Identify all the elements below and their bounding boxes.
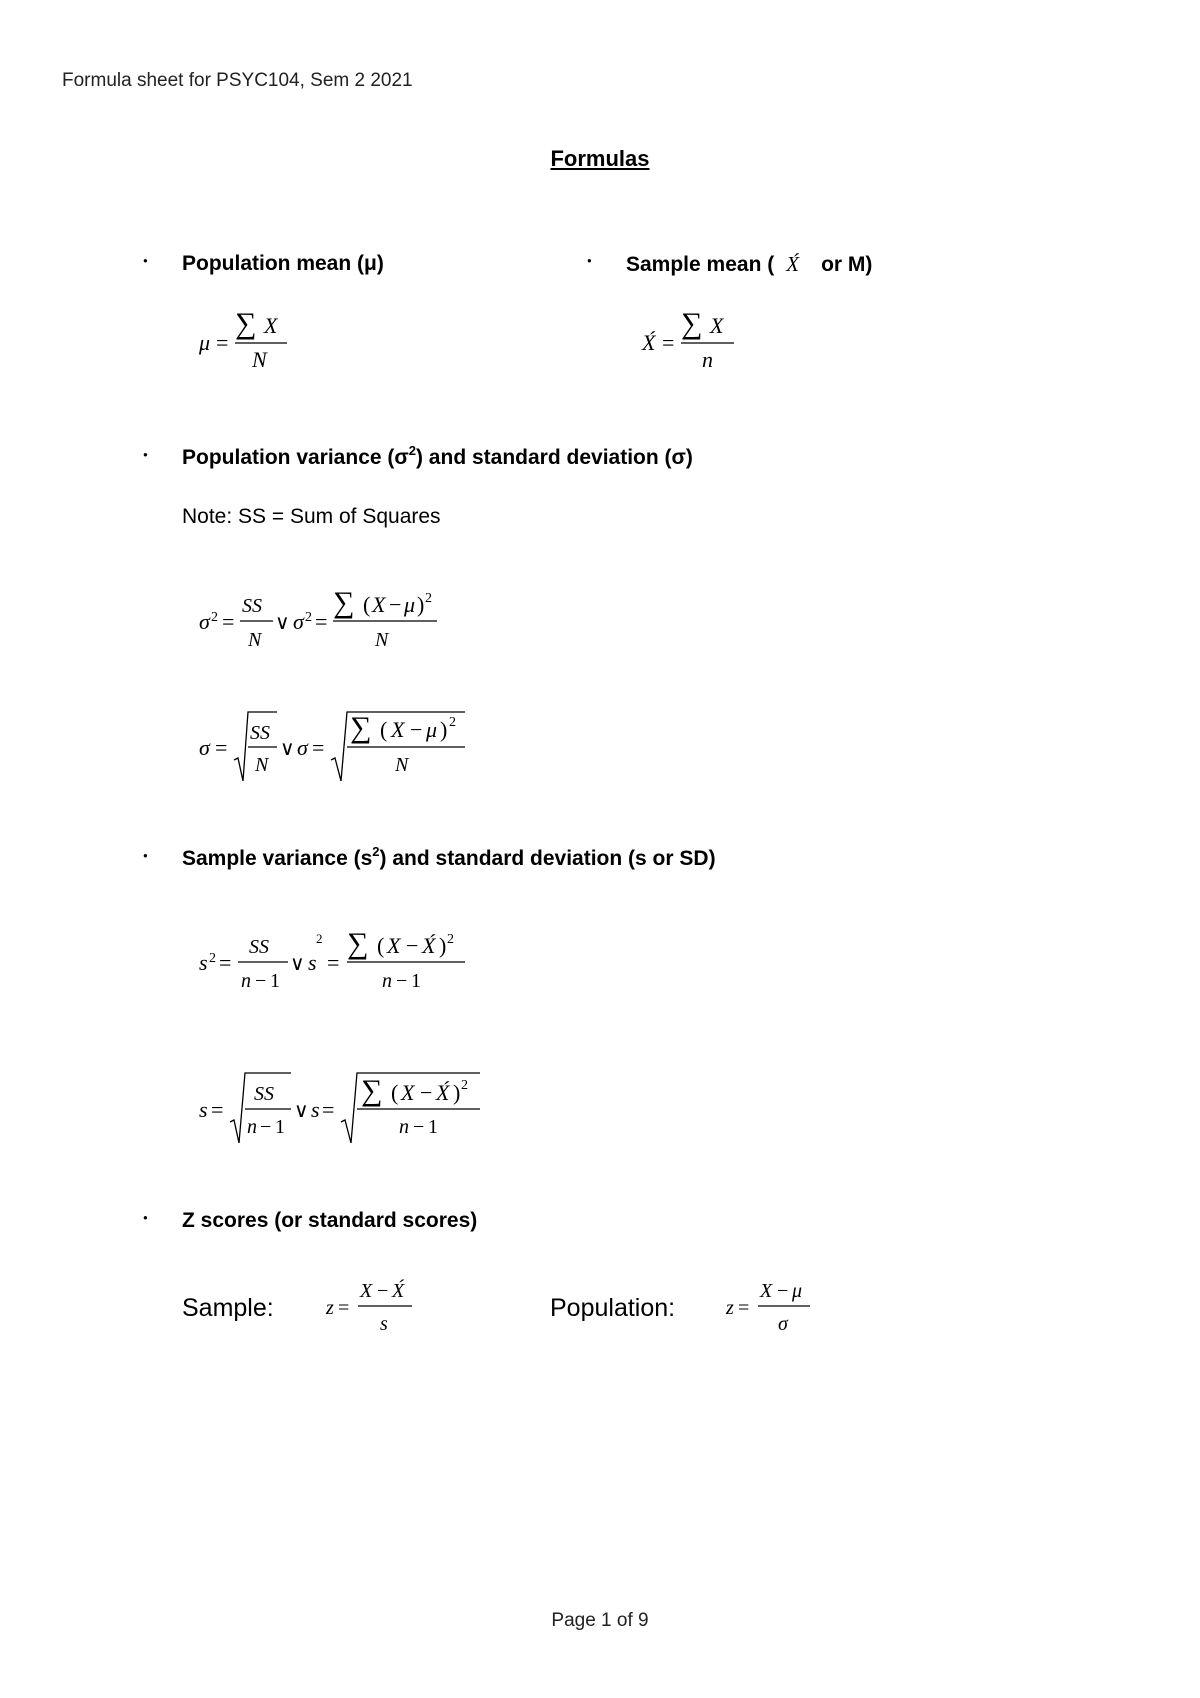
sample-variance-heading-b: ) and standard deviation (s or SD) <box>379 847 716 870</box>
svg-text:SS: SS <box>242 595 262 617</box>
svg-text:−: − <box>413 1116 425 1138</box>
population-mean-formula <box>195 305 305 377</box>
sample-mean-heading-prefix: Sample mean ( <box>626 253 775 276</box>
svg-text:−: − <box>406 933 419 958</box>
svg-text:−: − <box>389 592 402 617</box>
svg-text:−: − <box>377 1280 389 1302</box>
population-sd-formula <box>195 705 485 789</box>
svg-text:=: = <box>338 1297 350 1319</box>
bullet-icon: ● <box>587 256 592 265</box>
svg-text:SS: SS <box>249 936 269 958</box>
svg-text:∑: ∑ <box>347 927 369 960</box>
svg-text:1: 1 <box>411 970 421 992</box>
svg-text:z: z <box>726 1297 734 1319</box>
svg-text:n: n <box>382 970 392 992</box>
svg-text:−: − <box>396 970 408 992</box>
superscript: 2 <box>372 844 380 859</box>
population-variance-formula <box>195 585 465 657</box>
svg-text:−: − <box>410 717 423 742</box>
svg-text:s: s <box>308 950 317 975</box>
svg-text:∑: ∑ <box>350 711 372 744</box>
svg-text:∑: ∑ <box>333 586 355 619</box>
svg-text:z: z <box>326 1297 334 1319</box>
page-footer: Page 1 of 9 <box>551 1610 649 1631</box>
svg-text:μ: μ <box>792 1280 803 1302</box>
svg-text:X́: X́ <box>422 933 436 958</box>
svg-text:X: X <box>710 313 724 338</box>
svg-text:=: = <box>211 1097 224 1122</box>
svg-text:X: X <box>264 313 278 338</box>
svg-text:−: − <box>255 970 267 992</box>
svg-text:N: N <box>395 754 409 776</box>
svg-text:μ: μ <box>199 330 211 355</box>
svg-text:∨: ∨ <box>290 953 305 975</box>
svg-text:1: 1 <box>428 1116 438 1138</box>
svg-text:2: 2 <box>305 610 312 625</box>
svg-text:σ: σ <box>297 735 308 760</box>
z-sample-label: Sample: <box>182 1294 274 1322</box>
svg-text:2: 2 <box>209 951 216 966</box>
bullet-icon: ● <box>143 851 148 860</box>
svg-text:=: = <box>315 609 328 634</box>
svg-text:): ) <box>453 1080 461 1105</box>
svg-text:=: = <box>222 609 235 634</box>
page-title: Formulas <box>550 146 650 171</box>
svg-text:X: X <box>387 933 401 958</box>
svg-text:2: 2 <box>316 931 323 946</box>
svg-text:X́: X́ <box>642 330 656 355</box>
svg-text:X: X <box>372 592 386 617</box>
svg-text:): ) <box>440 717 448 742</box>
svg-text:1: 1 <box>275 1116 285 1138</box>
svg-text:X́: X́ <box>392 1280 405 1302</box>
svg-text:2: 2 <box>211 610 218 625</box>
population-variance-heading-b: ) and standard deviation (σ) <box>415 446 693 469</box>
svg-text:SS: SS <box>254 1083 274 1105</box>
svg-text:∑: ∑ <box>361 1074 383 1107</box>
svg-text:X́: X́ <box>436 1080 450 1105</box>
svg-text:(: ( <box>380 717 388 742</box>
population-variance-heading <box>182 443 693 470</box>
svg-text:2: 2 <box>461 1078 468 1093</box>
svg-text:∑: ∑ <box>681 307 703 340</box>
svg-text:s: s <box>311 1097 320 1122</box>
svg-text:): ) <box>417 592 425 617</box>
svg-text:SS: SS <box>250 722 270 744</box>
svg-text:N: N <box>248 629 262 651</box>
svg-text:−: − <box>777 1280 789 1302</box>
population-variance-heading-a: Population variance (σ <box>182 446 409 469</box>
svg-text:=: = <box>662 330 675 355</box>
svg-text:−: − <box>260 1116 272 1138</box>
sample-mean-heading-suffix: or M) <box>821 253 873 276</box>
svg-text:=: = <box>216 330 229 355</box>
z-sample-formula <box>322 1270 432 1342</box>
svg-text:2: 2 <box>425 591 432 606</box>
svg-text:n: n <box>247 1116 257 1138</box>
svg-text:=: = <box>219 950 232 975</box>
sample-mean-heading <box>626 252 872 277</box>
z-population-formula <box>722 1270 832 1342</box>
sample-sd-formula <box>195 1065 495 1155</box>
svg-text:σ: σ <box>199 609 210 634</box>
svg-text:n: n <box>399 1116 409 1138</box>
svg-text:s: s <box>199 950 208 975</box>
svg-text:∨: ∨ <box>294 1100 309 1122</box>
svg-text:(: ( <box>363 592 371 617</box>
bullet-icon: ● <box>143 1213 148 1222</box>
svg-text:(: ( <box>377 933 385 958</box>
svg-text:σ: σ <box>293 609 304 634</box>
svg-text:σ: σ <box>199 735 210 760</box>
svg-text:=: = <box>322 1097 335 1122</box>
svg-text:X: X <box>391 717 405 742</box>
svg-text:∨: ∨ <box>280 738 295 760</box>
z-scores-heading: Z scores (or standard scores) <box>182 1209 478 1232</box>
sample-mean-formula <box>638 305 748 377</box>
svg-text:): ) <box>439 933 447 958</box>
bullet-icon: ● <box>143 256 148 265</box>
svg-text:N: N <box>252 347 267 372</box>
svg-text:X: X <box>401 1080 415 1105</box>
svg-text:μ: μ <box>404 592 416 617</box>
sample-mean-symbol: X́ <box>786 252 800 276</box>
svg-text:∑: ∑ <box>235 307 257 340</box>
svg-text:N: N <box>375 629 389 651</box>
svg-text:=: = <box>327 950 340 975</box>
svg-text:1: 1 <box>270 970 280 992</box>
svg-text:=: = <box>312 735 325 760</box>
svg-text:X: X <box>760 1280 773 1302</box>
svg-text:s: s <box>199 1097 208 1122</box>
sample-variance-heading <box>182 844 716 871</box>
svg-text:μ: μ <box>426 717 438 742</box>
svg-text:−: − <box>420 1080 433 1105</box>
svg-text:s: s <box>380 1313 388 1335</box>
svg-text:n: n <box>241 970 251 992</box>
svg-text:∨: ∨ <box>275 612 290 634</box>
sample-variance-formula <box>195 925 485 1001</box>
superscript: 2 <box>408 443 416 458</box>
svg-text:2: 2 <box>447 932 454 947</box>
svg-text:σ: σ <box>778 1313 788 1335</box>
population-mean-heading: Population mean (μ) <box>182 252 384 275</box>
svg-text:=: = <box>738 1297 750 1319</box>
svg-text:N: N <box>255 754 269 776</box>
sample-variance-heading-a: Sample variance (s <box>182 847 373 870</box>
svg-text:X: X <box>360 1280 373 1302</box>
svg-text:(: ( <box>391 1080 399 1105</box>
z-population-label: Population: <box>550 1294 676 1322</box>
svg-text:=: = <box>215 735 228 760</box>
sum-of-squares-note: Note: SS = Sum of Squares <box>182 505 441 528</box>
page-header: Formula sheet for PSYC104, Sem 2 2021 <box>62 70 413 91</box>
bullet-icon: ● <box>143 450 148 459</box>
svg-text:n: n <box>702 347 713 372</box>
svg-text:2: 2 <box>449 715 456 730</box>
